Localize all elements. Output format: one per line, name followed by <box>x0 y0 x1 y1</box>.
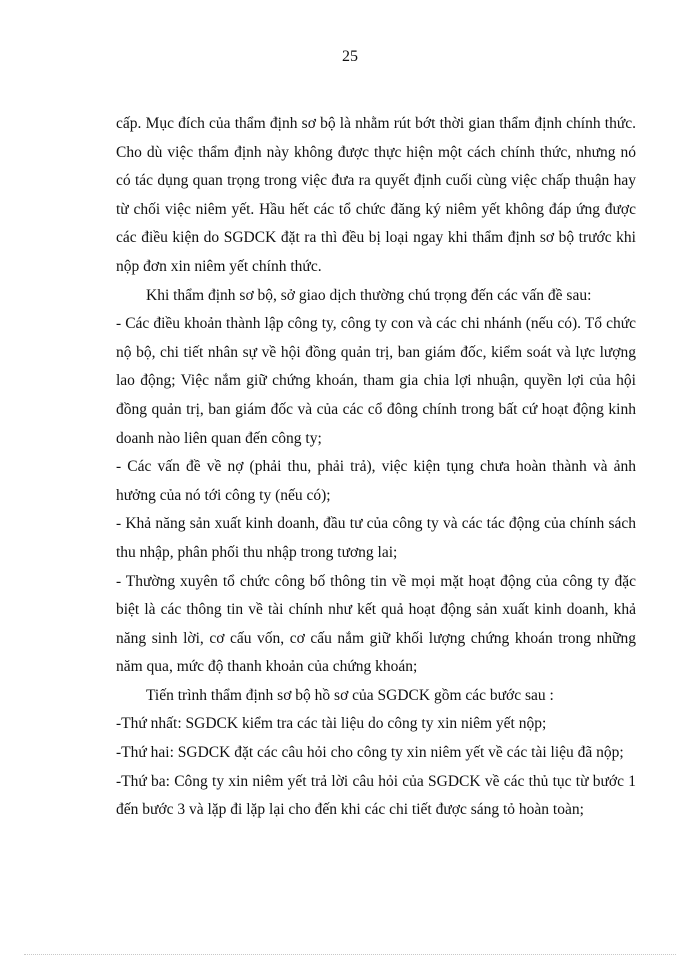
list-item-information-disclosure: - Thường xuyên tổ chức công bố thông tin về mọi mặt hoạt động của công ty đặc biệt là các thông tin về tài chính như kết quả hoạt động sản xuất kinh doanh, khả năng sinh lời, cơ cấu vốn, cơ cấu nắm giữ khối lượng chứng khoán trong những năm qua, mức độ thanh khoản của chứng khoán; <box>116 572 636 676</box>
list-item-company-charter: - Các điều khoản thành lập công ty, công ty con và các chi nhánh (nếu có). Tổ chức nộ bộ, chi tiết nhân sự về hội đồng quản trị, ban giám đốc, kiểm soát và lực lượng lao động; Việc nắm giữ chứng khoán, tham gia chia lợi nhuận, quyền lợi của hội đồng quản trị, ban giám đốc và của các cổ đông chính trong bất cứ hoạt động kinh doanh nào liên quan đến công ty; <box>116 315 636 447</box>
page-number: 25 <box>342 48 358 65</box>
step-first: -Thứ nhất: SGDCK kiểm tra các tài liệu do công ty xin niêm yết nộp; <box>116 715 547 733</box>
paragraph-preliminary-review-purpose: cấp. Mục đích của thẩm định sơ bộ là nhằm rút bớt thời gian thẩm định chính thức. Cho dù việc thẩm định này không được thực hiện một cách chính thức, nhưng nó có tác dụng quan trọng trong việc đưa ra quyết định cuối cùng việc chấp thuận hay từ chối việc niêm yết. Hầu hết các tổ chức đăng ký niêm yết không đáp ứng được các điều kiện do SGDCK đặt ra thì đều bị loại ngay khi thẩm định sơ bộ trước khi nộp đơn xin niêm yết chính thức. <box>116 115 636 275</box>
list-item-business-capacity: - Khả năng sản xuất kinh doanh, đầu tư của công ty và các tác động của chính sách thu nhập, phân phối thu nhập trong tương lai; <box>116 515 636 561</box>
body-text <box>116 110 636 825</box>
step-second: -Thứ hai: SGDCK đặt các câu hỏi cho công ty xin niêm yết về các tài liệu đã nộp; <box>116 744 624 762</box>
paragraph-process-intro: Tiến trình thẩm định sơ bộ hồ sơ của SGDCK gồm các bước sau : <box>146 686 554 704</box>
page-bottom-divider <box>24 954 676 955</box>
paragraph-focus-intro: Khi thẩm định sơ bộ, sở giao dịch thường chú trọng đến các vấn đề sau: <box>146 286 592 304</box>
step-third: -Thứ ba: Công ty xin niêm yết trả lời câu hỏi của SGDCK về các thủ tục từ bước 1 đến bước 3 và lặp đi lặp lại cho đến khi các chi tiết được sáng tỏ hoàn toàn; <box>116 772 636 819</box>
list-item-debts-litigation: - Các vấn đề về nợ (phải thu, phải trả), việc kiện tụng chưa hoàn thành và ảnh hưởng của nó tới công ty (nếu có); <box>116 458 636 504</box>
